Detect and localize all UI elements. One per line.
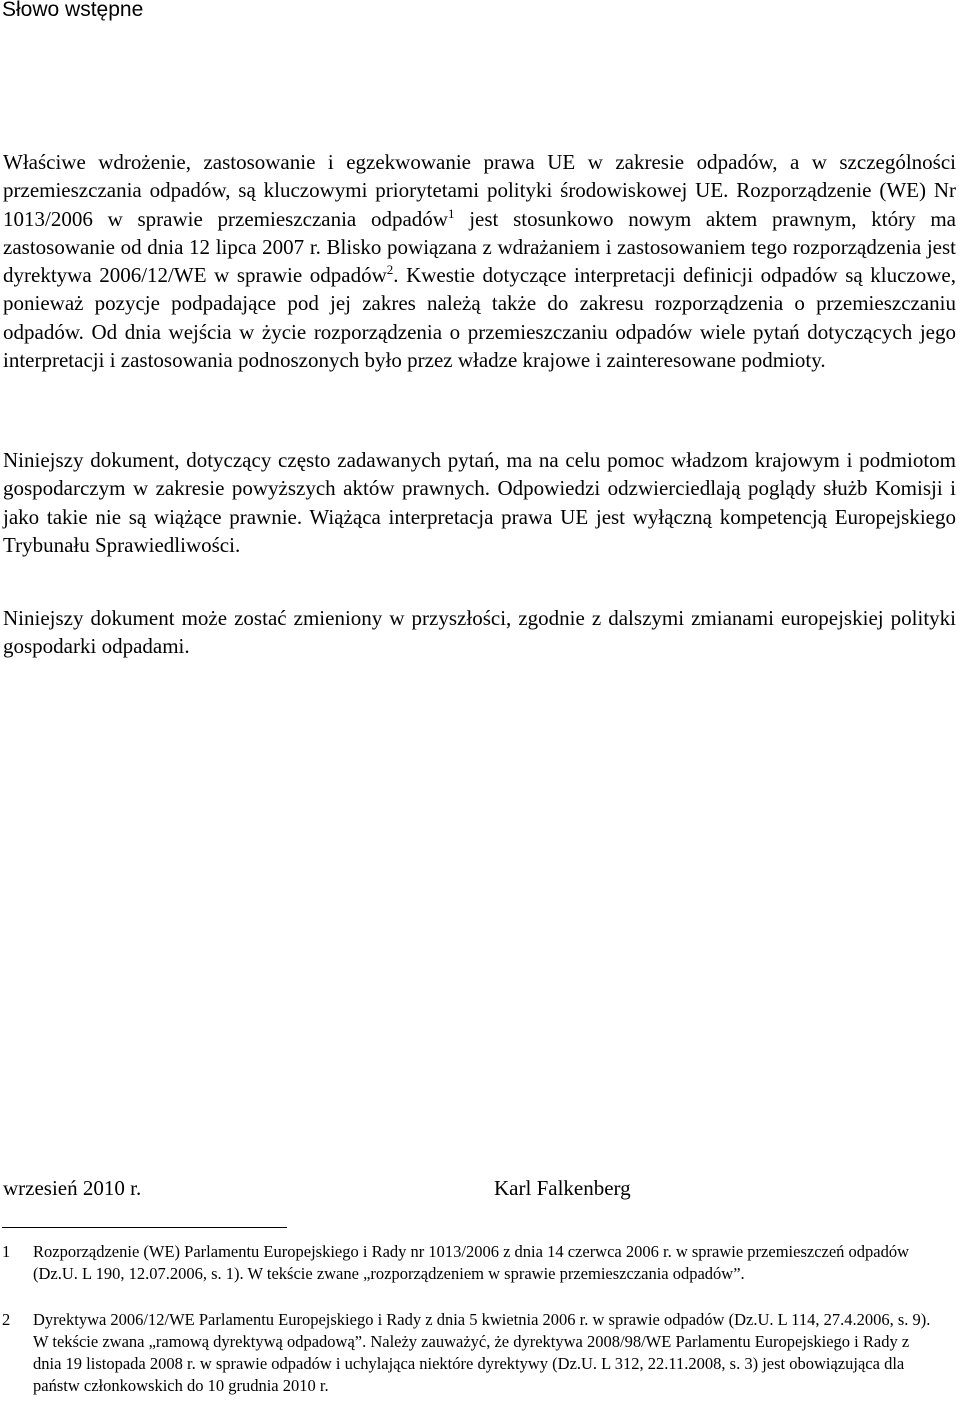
footnote-2 xyxy=(2,1309,940,1397)
paragraph-text: Właściwe wdrożenie, zastosowanie i egzekwowanie prawa UE w zakresie odpadów, a w szczególności przemieszczania odpadów, są kluczowymi priorytetami polityki środowiskowej UE. Rozporządzenie (WE) Nr 1013/2006 w sprawie przemieszczania odpadów xyxy=(3,150,956,231)
paragraph-purpose: Niniejszy dokument, dotyczący często zadawanych pytań, ma na celu pomoc władzom krajowym i podmiotom gospodarczym w zakresie powyższych aktów prawnych. Odpowiedzi odzwierciedlają poglądy służb Komisji i jako takie nie są wiążące prawnie. Wiążąca interpretacja prawa UE jest wyłączną kompetencją Europejskiego Trybunału Sprawiedliwości. xyxy=(3,448,956,557)
page-heading: Słowo wstępne xyxy=(2,0,144,21)
signature-date: wrzesień 2010 r. xyxy=(3,1176,142,1200)
paragraph-text: . Kwestie dotyczące interpretacji definicji odpadów są kluczowe, ponieważ pozycje podpadające pod jej zakres należą także do zakresu rozporządzenia o przemieszczaniu odpadów. Od dnia wejścia w życie rozporządzenia o przemieszczaniu odpadów wiele pytań dotyczących jego interpretacji i zastosowania podnoszonych było przez władze krajowe i zainteresowane podmioty. xyxy=(3,263,956,373)
signature-name: Karl Falkenberg xyxy=(494,1176,631,1200)
footnote-separator xyxy=(2,1227,287,1228)
footnote-text: Dyrektywa 2006/12/WE Parlamentu Europejskiego i Rady z dnia 5 kwietnia 2006 r. w sprawie odpadów (Dz.U. L 114, 27.4.2006, s. 9). W tekście zwana „ramową dyrektywą odpadową”. Należy zauważyć, że dyrektywa 2008/98/WE Parlamentu Europejskiego i Rady z dnia 19 listopada 2008 r. w sprawie odpadów i uchylająca niektóre dyrektywy (Dz.U. L 312, 22.11.2008, s. 3) jest obowiązująca dla państw członkowskich do 10 grudnia 2010 r. xyxy=(33,1310,931,1395)
paragraph-introduction xyxy=(3,148,956,374)
footnote-reference-1[interactable]: 1 xyxy=(447,205,455,221)
footnote-number: 1 xyxy=(2,1242,11,1261)
paragraph-text: jest stosunkowo nowym aktem prawnym, który ma zastosowanie od dnia 12 lipca 2007 r. Blisko powiązana z wdrażaniem i zastosowaniem tego rozporządzenia jest dyrektywa 2006/12/WE w sprawie odpadów xyxy=(3,206,956,288)
paragraph-amendments: Niniejszy dokument może zostać zmieniony w przyszłości, zgodnie z dalszymi zmianami europejskiej polityki gospodarki odpadami. xyxy=(3,606,956,659)
footnote-number: 2 xyxy=(2,1310,11,1329)
footnote-text: Rozporządzenie (WE) Parlamentu Europejskiego i Rady nr 1013/2006 z dnia 14 czerwca 2006 r. w sprawie przemieszczeń odpadów (Dz.U. L 190, 12.07.2006, s. 1). W tekście zwane „rozporządzeniem w sprawie przemieszczania odpadów”. xyxy=(33,1242,910,1283)
footnote-1 xyxy=(2,1241,940,1285)
footnote-reference-2[interactable]: 2 xyxy=(386,262,394,278)
